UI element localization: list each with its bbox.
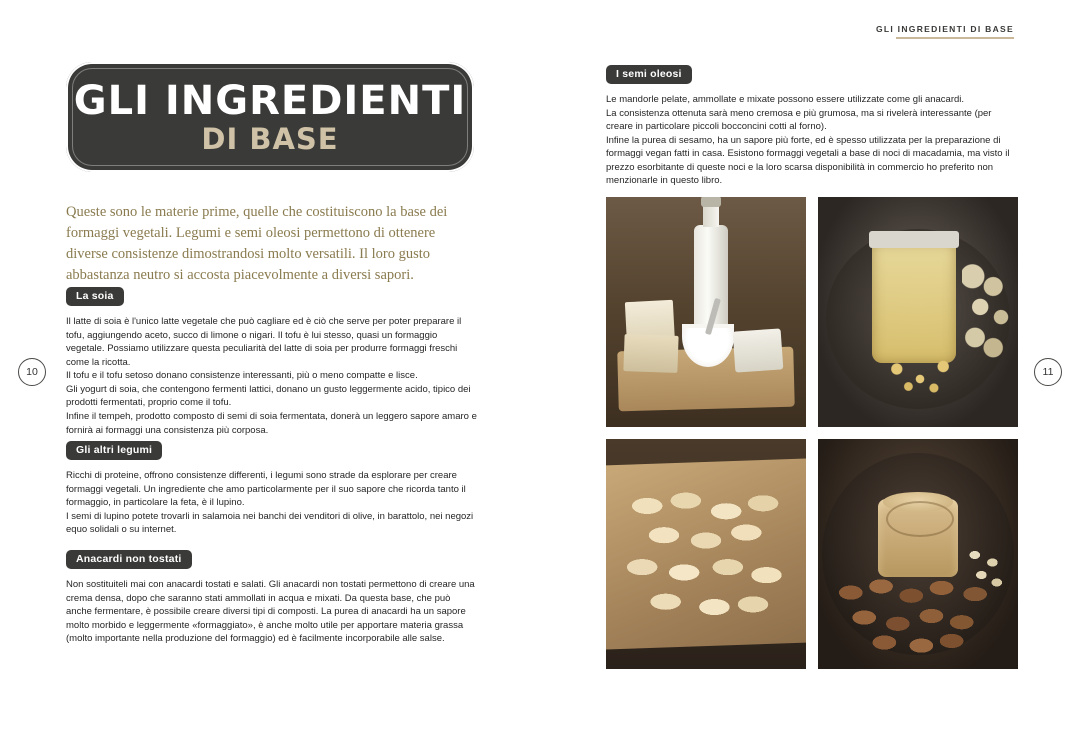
page-number-right: 11 xyxy=(1034,358,1062,386)
soy-milk-and-tofu-photo xyxy=(606,197,806,427)
section-gli-altri-legumi xyxy=(66,440,478,537)
section-body-i-semi-oleosi: Le mandorle pelate, ammollate e mixate possono essere utilizzate come gli anacardi. La consistenza ottenuta sarà meno cremosa e più grumosa, ma si rivelerà interessante (per creare in particolare piccoli bocconcini cotti al forno). Infine la purea di sesamo, ha un sapore più forte, ed è spesso utilizzata per la preparazione di formaggi vegan fatti in casa. Esistono formaggi vegetali a base di noci di macadamia, ma visto il prezzo esorbitante di queste noci e la loro scarsa disponibilità in commercio ho preferito non menzionarle in questo libro. xyxy=(606,94,1010,187)
chapter-intro-paragraph: Queste sono le materie prime, quelle che costituiscono la base dei formaggi vegetali. Legumi e semi oleosi permettono di ottenere diverse consistenze dimostrandosi molto versatili. Il loro gusto abbastanza neutro si accosta piacevolmente a diversi sapori. xyxy=(66,204,448,284)
running-head-text: GLI INGREDIENTI DI BASE xyxy=(875,24,1014,34)
section-tag-la-soia: La soia xyxy=(66,287,124,306)
running-head xyxy=(876,24,1014,39)
section-la-soia xyxy=(66,286,478,437)
section-tag-anacardi-non-tostati: Anacardi non tostati xyxy=(66,550,192,569)
chapter-title-line-2: DI BASE xyxy=(201,121,339,156)
section-body-la-soia: Il latte di soia è l'unico latte vegetale che può cagliare ed è ciò che serve per poter preparare il tofu, aggiungendo aceto, succo di limone o nigari. Il tofu è lui stesso, quasi un formaggio vegetale. Possiamo utilizzare questa peculiarità del latte di soia per produrre formaggi freschi come la ricotta. Il tofu e il tofu setoso donano consistenze interessanti, più o meno compatte e lisce. Gli yogurt di soia, che contengono fermenti lattici, donano un gusto leggermente acido, tipico dei prodotti fermentati, proprio come il tofu. Infine il tempeh, prodotto composto di semi di soia fermentata, donerà un leggero sapore amaro e fornirà ai formaggi una consistenza più corposa. xyxy=(66,316,477,436)
photo-grid xyxy=(606,197,1018,669)
almond-butter-jar-photo xyxy=(818,439,1018,669)
page-number-left: 10 xyxy=(18,358,46,386)
right-page xyxy=(540,0,1080,742)
section-body-anacardi-non-tostati: Non sostituiteli mai con anacardi tostati e salati. Gli anacardi non tostati permettono di creare una crema densa, dopo che saranno stati ammollati in acqua e mixati. Da questa base, che può anche fermentare, è possibile creare diversi tipi di composti. La purea di anacardi ha un sapore molto morbido e leggermente «formaggiato», è anche molto utile per apportare materia grassa (molto importante nella produzione del formaggio) ed è facilmente incorporabile alle salse. xyxy=(66,579,475,645)
chapter-title-box xyxy=(66,62,474,172)
cashew-nuts-photo xyxy=(606,439,806,669)
running-head-rule xyxy=(896,37,1014,39)
section-body-gli-altri-legumi: Ricchi di proteine, offrono consistenze differenti, i legumi sono strade da esplorare per creare formaggi vegetali. Un ingrediente che amo particolarmente per il suo sapore che ricorda tanto il formaggio, in particolare la feta, è il lupino. I semi di lupino potete trovarli in salamoia nei banchi dei venditori di olive, in barattolo, nei negozi equo solidali o su internet. xyxy=(66,470,474,536)
section-anacardi-non-tostati xyxy=(66,549,478,646)
soy-beans-jar-photo xyxy=(818,197,1018,427)
chapter-title-line-1: GLI INGREDIENTI xyxy=(73,77,467,124)
section-tag-gli-altri-legumi: Gli altri legumi xyxy=(66,441,162,460)
section-i-semi-oleosi xyxy=(606,64,1018,188)
section-tag-i-semi-oleosi: I semi oleosi xyxy=(606,65,692,84)
